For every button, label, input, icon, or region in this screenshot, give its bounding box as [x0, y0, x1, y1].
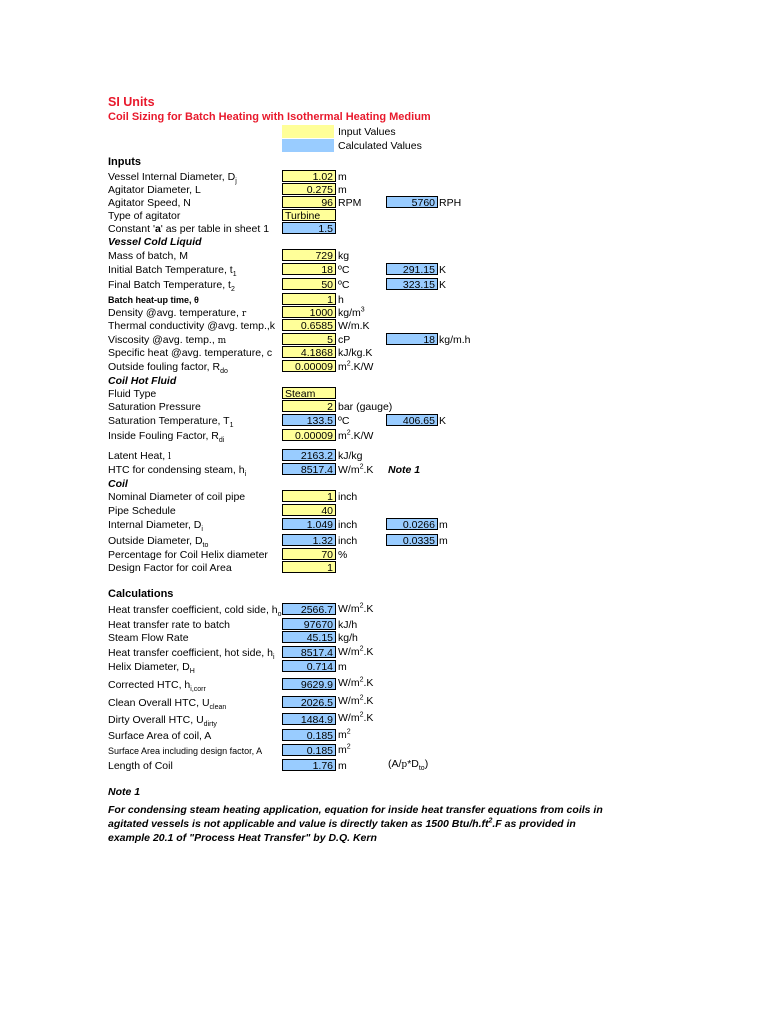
- label-coil-length: Length of Coil: [108, 760, 173, 772]
- calc-internal-dia[interactable]: 1.049: [282, 518, 336, 530]
- section-coil-hot-fluid: Coil Hot Fluid: [108, 375, 177, 387]
- input-agitator-type[interactable]: Turbine: [282, 209, 336, 221]
- calc-sat-temp-k[interactable]: 406.65: [386, 414, 438, 426]
- unit-viscosity-calc: kg/m.h: [439, 334, 471, 346]
- label-steam-flow: Steam Flow Rate: [108, 632, 189, 644]
- input-agitator-dia[interactable]: 0.275: [282, 183, 336, 195]
- input-fluid-type[interactable]: Steam: [282, 387, 336, 399]
- label-latent-heat: Latent Heat, l: [108, 450, 172, 462]
- label-htc-steam: HTC for condensing steam, $h_i$: [108, 464, 247, 479]
- unit-helix-pct: %: [338, 549, 348, 561]
- label-fluid-type: Fluid Type: [108, 388, 157, 400]
- label-sat-temp: Saturation Temperature, $T_1$: [108, 415, 234, 430]
- calc-helix-dia[interactable]: 0.714: [282, 660, 336, 672]
- calc-htc-steam[interactable]: 8517.4: [282, 463, 336, 475]
- unit-outside-dia-calc: m: [439, 535, 448, 547]
- note-text: For condensing steam heating application, equation for inside heat transfer equations from coils in agitated vessels is not applicable and value is directly taken as 1500 Btu/$h.ft^2.F$ as provided in example 20.1 of "Process Heat Transfer" by D.Q. Kern: [108, 804, 603, 844]
- label-specific-heat: Specific heat @avg. temperature, c: [108, 347, 273, 359]
- input-vessel-dia[interactable]: 1.02: [282, 170, 336, 182]
- input-agitator-speed[interactable]: 96: [282, 196, 336, 208]
- note-title: Note 1: [108, 786, 141, 798]
- label-helix-pct: Percentage for Coil Helix diameter: [108, 549, 268, 561]
- label-surface-area-df: Surface Area including design factor, A: [108, 746, 263, 756]
- unit-agitator-dia: m: [338, 184, 347, 196]
- unit-density: $kg/m^3$: [338, 306, 365, 319]
- input-inside-fouling[interactable]: 0.00009: [282, 429, 336, 441]
- unit-surface-area: $m^2$: [338, 728, 351, 741]
- calc-steam-flow[interactable]: 45.15: [282, 631, 336, 643]
- unit-latent-heat: kJ/kg: [338, 450, 363, 462]
- legend-calc-label: Calculated Values: [338, 140, 422, 152]
- unit-internal-dia-calc: m: [439, 519, 448, 531]
- label-surface-area: Surface Area of coil, A: [108, 730, 212, 742]
- calc-agitator-speed[interactable]: 5760: [386, 196, 438, 208]
- label-inside-fouling: Inside Fouling Factor, $R_{di}$: [108, 430, 225, 445]
- calc-corrected-htc[interactable]: 9629.9: [282, 678, 336, 690]
- label-mass: Mass of batch, M: [108, 250, 188, 262]
- unit-heatup: h: [338, 294, 344, 306]
- unit-outside-fouling: $m^2.K/W$: [338, 360, 374, 373]
- unit-viscosity: cP: [338, 334, 351, 346]
- legend-input-swatch: [282, 125, 334, 138]
- unit-t2: ºC: [338, 279, 350, 291]
- unit-htc-hot: $W/m^2.K$: [338, 645, 374, 658]
- unit-agitator-speed-calc: RPH: [439, 197, 462, 209]
- section-vessel-cold-liquid: Vessel Cold Liquid: [108, 236, 202, 248]
- unit-inside-fouling: $m^2.K/W$: [338, 429, 374, 442]
- calc-outside-dia-m[interactable]: 0.0335: [386, 534, 438, 546]
- label-corrected-htc: Corrected HTC, $h_{i,corr}$: [108, 679, 206, 694]
- unit-dirty-u: $W/m^2.K$: [338, 711, 374, 724]
- calc-outside-dia[interactable]: 1.32: [282, 534, 336, 546]
- input-density[interactable]: 1000: [282, 306, 336, 318]
- label-agitator-speed: Agitator Speed, N: [108, 197, 191, 209]
- label-agitator-dia: Agitator Diameter, L: [108, 184, 201, 196]
- calc-internal-dia-m[interactable]: 0.0266: [386, 518, 438, 530]
- note-1-reference: Note 1: [388, 464, 421, 476]
- calc-latent-heat[interactable]: 2163.2: [282, 449, 336, 461]
- unit-corrected-htc: $W/m^2.K$: [338, 676, 374, 689]
- unit-specific-heat: kJ/kg.K: [338, 347, 373, 359]
- unit-agitator-speed: RPM: [338, 197, 362, 209]
- label-conductivity: Thermal conductivity @avg. temp.,k: [108, 320, 276, 332]
- label-sat-pressure: Saturation Pressure: [108, 401, 201, 413]
- unit-internal-dia: inch: [338, 519, 358, 531]
- unit-outside-dia: inch: [338, 535, 358, 547]
- label-internal-dia: Internal Diameter, $D_i$: [108, 519, 203, 534]
- label-agitator-type: Type of agitator: [108, 210, 181, 222]
- calc-t1[interactable]: 291.15: [386, 263, 438, 275]
- label-constant-a: Constant 'a' as per table in sheet 1: [108, 223, 270, 235]
- label-htc-cold: Heat transfer coefficient, cold side, $h_o$: [108, 604, 282, 619]
- unit-sat-temp: ºC: [338, 415, 350, 427]
- sheet-title: SI Units: [108, 95, 155, 109]
- input-mass[interactable]: 729: [282, 249, 336, 261]
- unit-htc-cold: $W/m^2.K$: [338, 602, 374, 615]
- unit-sat-pressure: bar (gauge): [338, 401, 393, 413]
- input-conductivity[interactable]: 0.6585: [282, 319, 336, 331]
- calc-htc-hot[interactable]: 8517.4: [282, 646, 336, 658]
- unit-conductivity: W/m.K: [338, 320, 370, 332]
- label-vessel-dia: Vessel Internal Diameter, $D_j$: [108, 171, 237, 186]
- unit-t1: ºC: [338, 264, 350, 276]
- calc-t2[interactable]: 323.15: [386, 278, 438, 290]
- legend-input-label: Input Values: [338, 126, 396, 138]
- calc-htc-cold[interactable]: 2566.7: [282, 603, 336, 615]
- calc-heat-rate[interactable]: 97670: [282, 618, 336, 630]
- unit-sat-temp-calc: K: [439, 415, 447, 427]
- input-design-factor[interactable]: 1: [282, 561, 336, 573]
- label-t2: Final Batch Temperature, $t_2$: [108, 279, 235, 294]
- calc-surface-area-df[interactable]: 0.185: [282, 744, 336, 756]
- section-inputs: Inputs: [108, 156, 141, 168]
- section-calculations: Calculations: [108, 588, 174, 600]
- calc-dirty-u[interactable]: 1484.9: [282, 713, 336, 725]
- label-dirty-u: Dirty Overall HTC, $U_{dirty}$: [108, 714, 217, 729]
- input-t2[interactable]: 50: [282, 278, 336, 290]
- unit-coil-length: m: [338, 760, 347, 772]
- input-t1[interactable]: 18: [282, 263, 336, 275]
- label-t1: Initial Batch Temperature, $t_1$: [108, 264, 237, 279]
- label-design-factor: Design Factor for coil Area: [108, 562, 232, 574]
- unit-t1-calc: K: [439, 264, 447, 276]
- unit-heat-rate: kJ/h: [338, 619, 358, 631]
- unit-t2-calc: K: [439, 279, 447, 291]
- unit-steam-flow: kg/h: [338, 632, 358, 644]
- calc-sat-temp[interactable]: 133.5: [282, 414, 336, 426]
- label-htc-hot: Heat transfer coefficient, hot side, $h_i$: [108, 647, 275, 662]
- input-specific-heat[interactable]: 4.1868: [282, 346, 336, 358]
- unit-nominal-dia: inch: [338, 491, 358, 503]
- label-heatup: Batch heat-up time, θ: [108, 295, 199, 305]
- unit-helix-dia: m: [338, 661, 347, 673]
- section-coil: Coil: [108, 478, 128, 490]
- unit-vessel-dia: m: [338, 171, 347, 183]
- unit-surface-area-df: $m^2$: [338, 743, 351, 756]
- legend-calc-swatch: [282, 139, 334, 152]
- calc-clean-u[interactable]: 2026.5: [282, 696, 336, 708]
- input-outside-fouling[interactable]: 0.00009: [282, 360, 336, 372]
- sheet-subtitle: Coil Sizing for Batch Heating with Isothermal Heating Medium: [108, 111, 431, 123]
- label-density: Density @avg. temperature, r: [108, 307, 247, 319]
- label-helix-dia: Helix Diameter, $D_H$: [108, 661, 195, 676]
- calc-viscosity[interactable]: 18: [386, 333, 438, 345]
- label-viscosity: Viscosity @avg. temp., m: [108, 334, 227, 346]
- calc-surface-area[interactable]: 0.185: [282, 729, 336, 741]
- calc-coil-length[interactable]: 1.76: [282, 759, 336, 771]
- unit-mass: kg: [338, 250, 350, 262]
- coil-length-formula: $(A/p*D_{to})$: [388, 758, 429, 773]
- label-heat-rate: Heat transfer rate to batch: [108, 619, 230, 631]
- input-viscosity[interactable]: 5: [282, 333, 336, 345]
- input-heatup[interactable]: 1: [282, 293, 336, 305]
- label-schedule: Pipe Schedule: [108, 505, 176, 517]
- label-nominal-dia: Nominal Diameter of coil pipe: [108, 491, 246, 503]
- unit-clean-u: $W/m^2.K$: [338, 694, 374, 707]
- calc-constant-a[interactable]: 1.5: [282, 222, 336, 234]
- input-helix-pct[interactable]: 70: [282, 548, 336, 560]
- label-outside-dia: Outside Diameter, $D_{to}$: [108, 535, 209, 550]
- unit-htc-steam: $W/m^2.K$: [338, 463, 374, 476]
- label-outside-fouling: Outside fouling factor, $R_{do}$: [108, 361, 228, 376]
- input-sat-pressure[interactable]: 2: [282, 400, 336, 412]
- input-schedule[interactable]: 40: [282, 504, 336, 516]
- label-clean-u: Clean Overall HTC, $U_{clean}$: [108, 697, 227, 712]
- input-nominal-dia[interactable]: 1: [282, 490, 336, 502]
